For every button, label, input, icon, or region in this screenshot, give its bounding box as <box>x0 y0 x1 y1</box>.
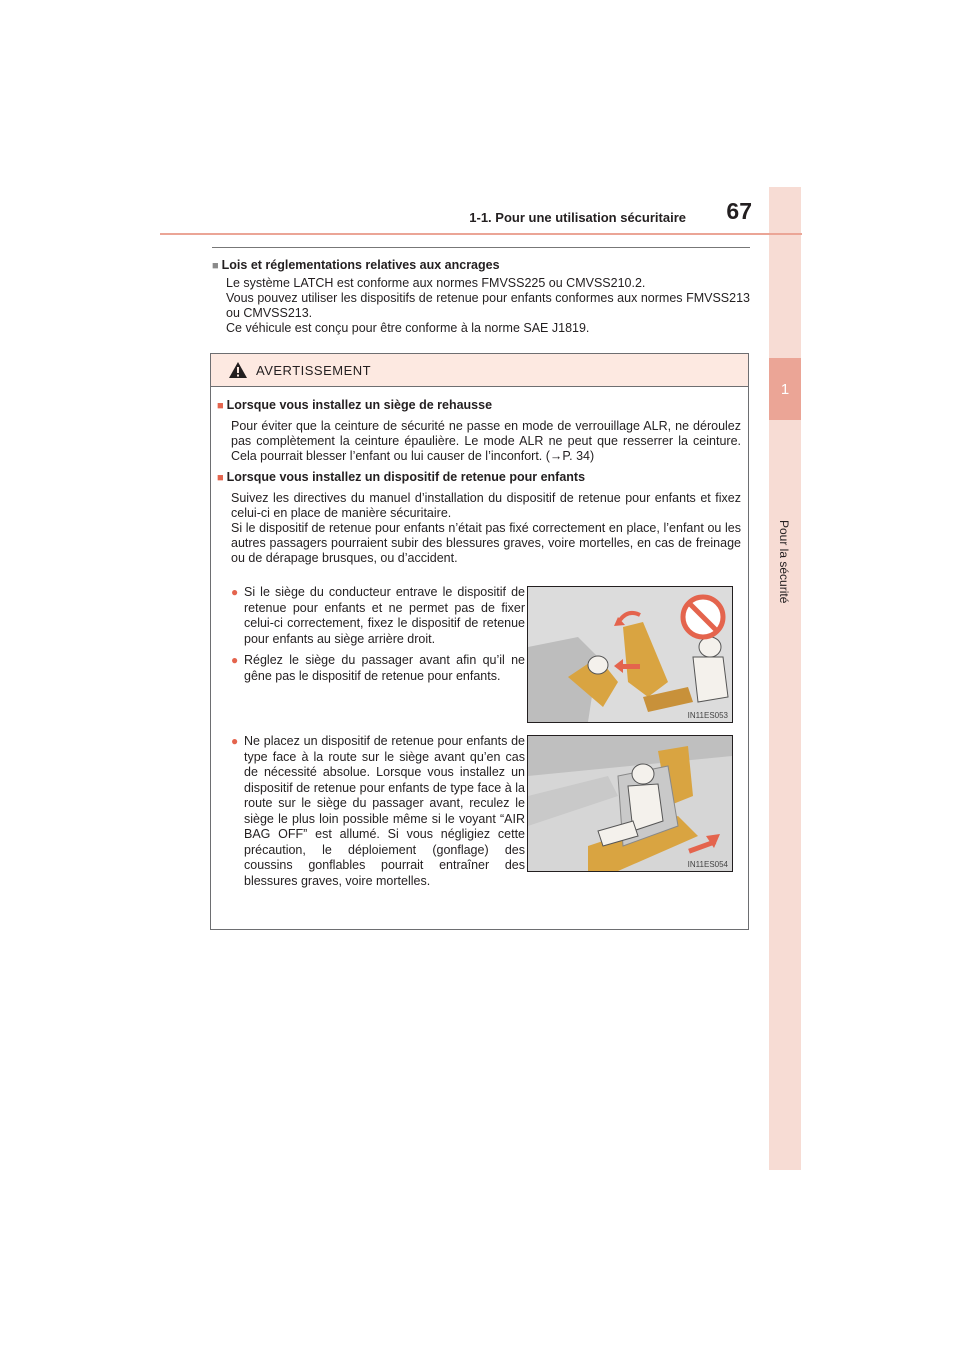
warning-triangle-icon <box>228 361 248 379</box>
anchorage-regulations-section <box>212 258 750 336</box>
bullet-text: Ne placez un dispositif de retenue pour enfants de type face à la route sur le siège avant qu’en cas de nécessité absolue. Lorsque vous installez un dispositif de retenue pour enfants de type face à la route sur le siège du passager avant, reculez le siège le plus loin possible même si le voyant “AIR BAG OFF” est allumé. Si vous négligiez cette précaution, le déploiement (gonflage) des coussins gonflables pourrait entraîner des blessures graves, voire mortelles. <box>244 734 525 888</box>
warning-box <box>210 353 749 930</box>
square-bullet-icon: ■ <box>217 472 224 484</box>
seat-illustration-1 <box>528 587 732 722</box>
intro-line-2: Vous pouvez utiliser les dispositifs de retenue pour enfants conformes aux normes FMVSS213 ou CMVSS213. <box>226 291 750 320</box>
bullet-text: Si le siège du conducteur entrave le dispositif de retenue pour enfants et ne permet pas de fixer celui-ci correctement, fixez le dispositif de retenue pour enfants au siège arrière droit. <box>244 585 525 646</box>
square-bullet-icon: ■ <box>217 400 224 412</box>
warning-body <box>217 398 741 566</box>
section-title: 1-1. Pour une utilisation sécuritaire <box>469 210 686 225</box>
bullet-group-a <box>231 585 525 690</box>
warning-item-1-text: Pour éviter que la ceinture de sécurité ne passe en mode de verrouillage ALR, ne déroulez pas complètement la ceinture épaulière. Le mode ALR ne peut que resserrer la ceinture. Cela pourrait blesser l’enfant ou lui causer de l’inconfort. (→P. 34) <box>231 419 741 463</box>
intro-line-1: Le système LATCH est conforme aux normes FMVSS225 ou CMVSS210.2. <box>226 276 646 290</box>
warning-item-2-heading <box>217 470 741 486</box>
heading-text: Lorsque vous installez un dispositif de retenue pour enfants <box>226 470 586 484</box>
heading-text: Lorsque vous installez un siège de rehausse <box>226 398 493 412</box>
bullet-dot-icon: ● <box>231 653 239 667</box>
section-heading-text: Lois et réglementations relatives aux ancrages <box>221 258 500 272</box>
chapter-side-tab <box>769 187 801 1170</box>
figure-front-passenger-seat <box>527 735 733 872</box>
figure-driver-seat-interference <box>527 586 733 723</box>
list-item <box>231 653 525 684</box>
intro-line-3: Ce véhicule est conçu pour être conforme à la norme SAE J1819. <box>226 321 590 335</box>
warning-header <box>211 354 748 387</box>
content-top-rule <box>212 247 750 248</box>
chapter-number: 1 <box>769 358 801 420</box>
warning-item-2-text-2: Si le dispositif de retenue pour enfants n’était pas fixé correctement en place, l’enfant ou les autres passagers pourraient subir des blessures graves, voire mortelles, en cas de freinage ou de dérapage brusques, ou d’accident. <box>231 521 741 565</box>
warning-item-1-heading <box>217 398 741 414</box>
warning-title: AVERTISSEMENT <box>256 362 372 378</box>
header-divider <box>160 233 802 235</box>
seat-illustration-2 <box>528 736 732 871</box>
list-item <box>231 585 525 647</box>
page-number: 67 <box>726 198 752 224</box>
chapter-title: Pour la sécurité <box>777 520 791 604</box>
figure-code: IN11ES053 <box>687 711 728 720</box>
list-item <box>231 734 525 889</box>
square-bullet-icon: ■ <box>212 260 219 272</box>
section-heading <box>212 258 750 274</box>
bullet-dot-icon: ● <box>231 734 239 748</box>
bullet-text: Réglez le siège du passager avant afin qu’il ne gêne pas le dispositif de retenue pour enfants. <box>244 653 525 683</box>
warning-item-2-text-1: Suivez les directives du manuel d’installation du dispositif de retenue pour enfants et fixez celui-ci en place de manière sécuritaire. <box>231 491 741 520</box>
figure-code: IN11ES054 <box>687 860 728 869</box>
bullet-group-b <box>231 734 525 895</box>
bullet-dot-icon: ● <box>231 585 239 599</box>
